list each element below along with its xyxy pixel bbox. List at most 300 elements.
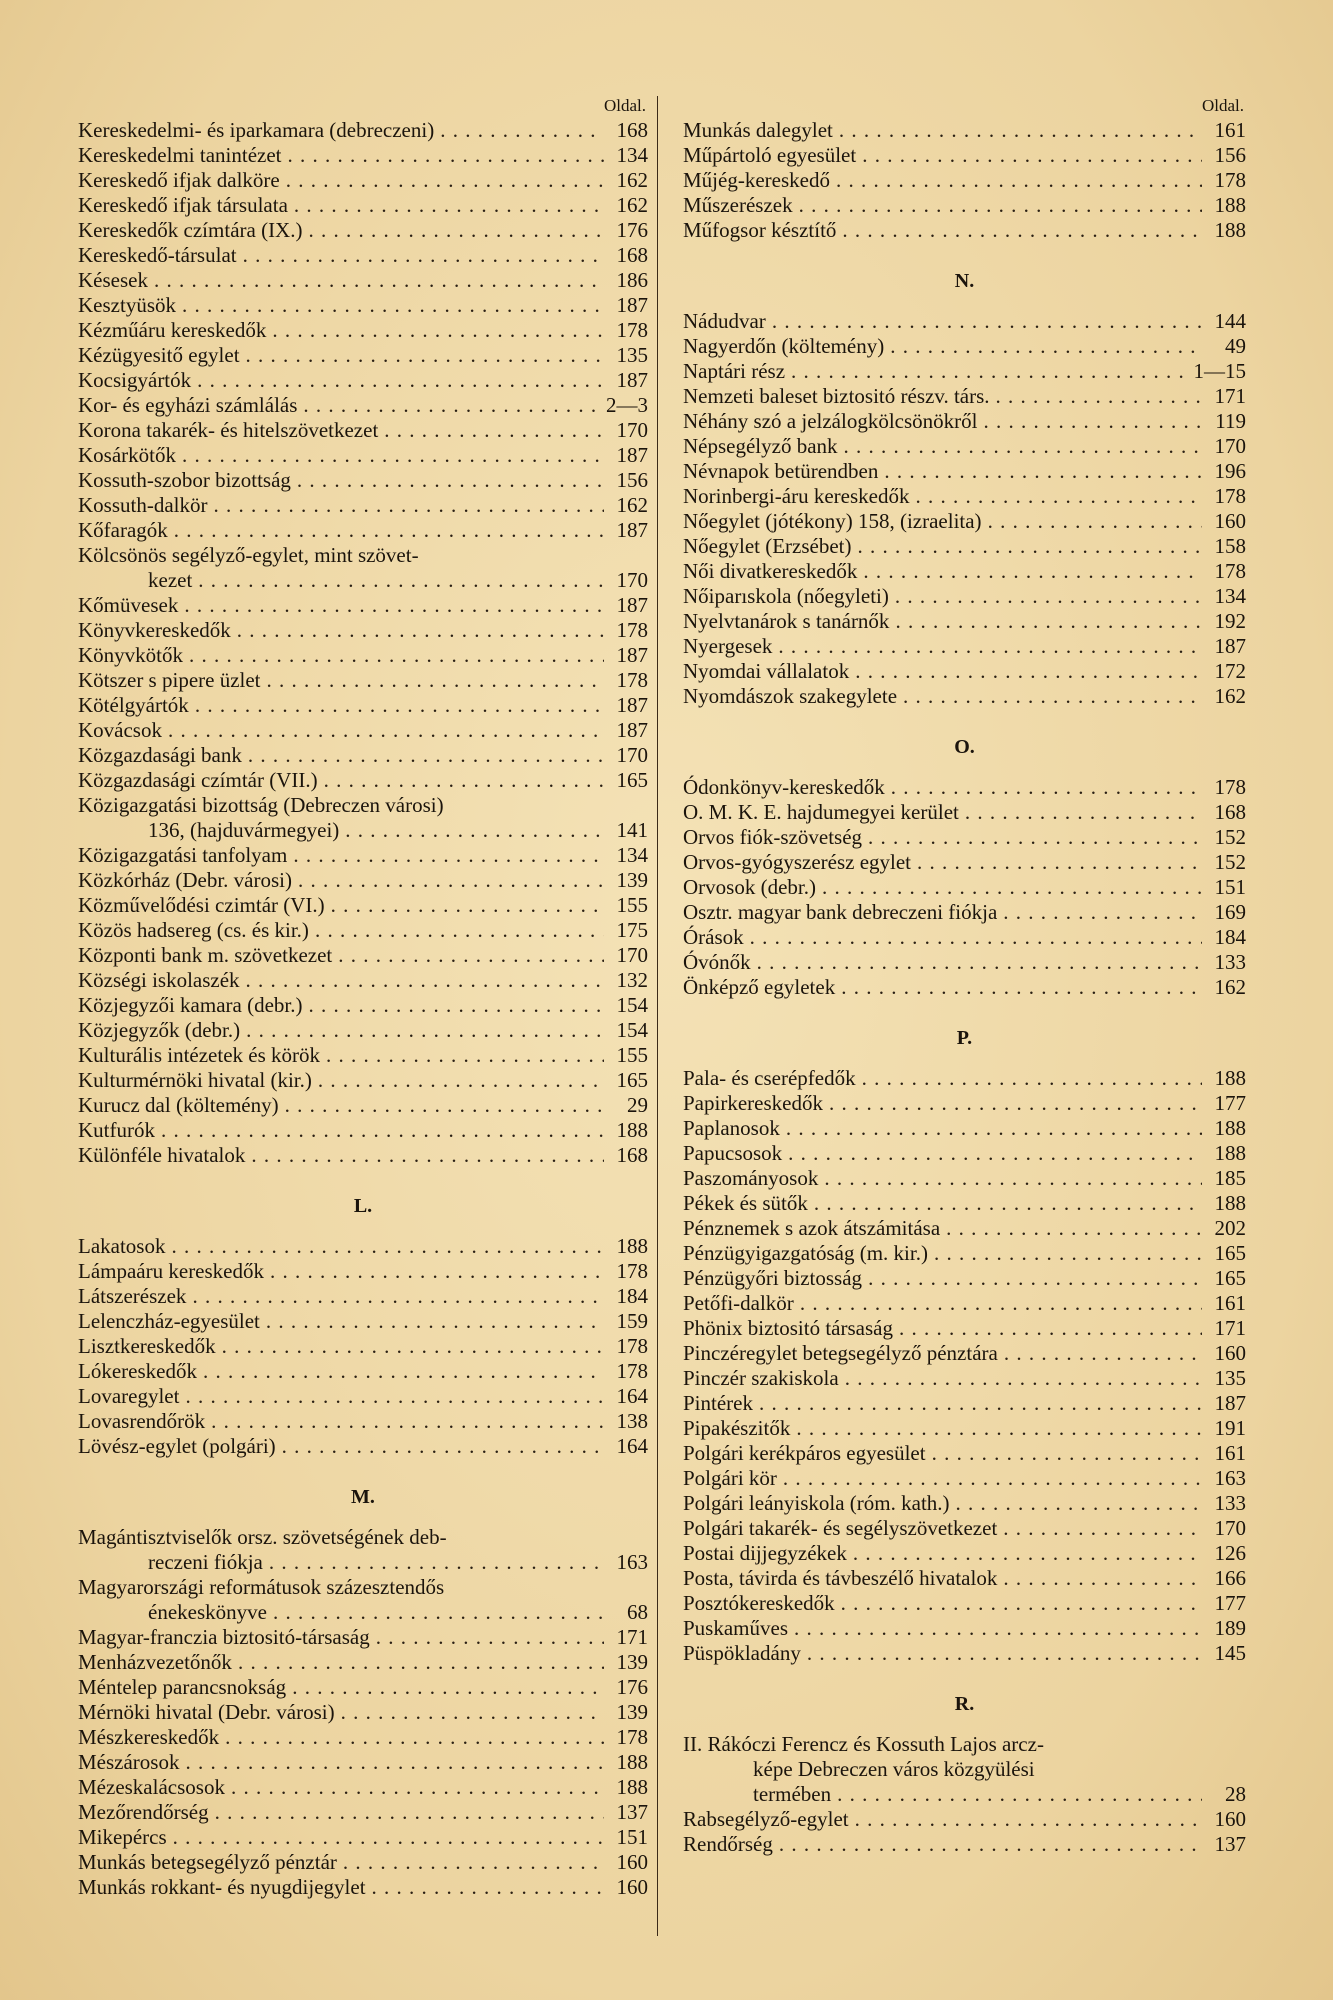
index-entry	[78, 1359, 648, 1384]
entry-label: Kulturmérnöki hivatal (kir.)	[78, 1068, 312, 1092]
leader-dots	[856, 143, 1202, 168]
entry-label: Kereskedők czímtára (IX.)	[78, 218, 303, 242]
leader-dots	[835, 975, 1202, 1000]
entry-page-number: 135	[1214, 1366, 1246, 1390]
leader-dots	[332, 943, 604, 968]
entry-page-number: 170	[616, 418, 648, 442]
leader-dots	[950, 1491, 1202, 1516]
entry-label: 136, (hajduvármegyei)	[148, 818, 340, 842]
index-entry	[683, 168, 1246, 193]
leader-dots	[168, 518, 604, 543]
entry-page-number: 185	[1214, 1166, 1246, 1190]
index-entry	[78, 1600, 648, 1625]
index-entry	[78, 593, 648, 618]
leader-dots	[231, 618, 604, 643]
entry-page-number: 188	[616, 1750, 648, 1774]
entry-page-number: 163	[1214, 1466, 1246, 1490]
entry-page-number: 160	[616, 1850, 648, 1874]
entry-label: Műszerészek	[683, 193, 793, 217]
leader-dots	[337, 1850, 604, 1875]
leader-dots	[777, 1466, 1202, 1491]
leader-dots	[179, 1750, 604, 1775]
index-entry	[683, 218, 1246, 243]
entry-label: Önképző egyletek	[683, 975, 836, 999]
index-entry	[683, 1466, 1246, 1491]
entry-page-number: 178	[616, 1359, 648, 1383]
index-entry	[683, 1241, 1246, 1266]
wrapped-entry	[78, 793, 648, 843]
index-entry	[78, 1625, 648, 1650]
leader-dots	[264, 1259, 604, 1284]
entry-page-number: 154	[616, 993, 648, 1017]
index-entry	[683, 950, 1246, 975]
index-entry	[78, 1234, 648, 1259]
m-section	[78, 1625, 648, 1900]
entry-label: Kereskedő ifjak társulata	[78, 193, 288, 217]
entry-label: Paplanosok	[683, 1116, 780, 1140]
index-entry	[78, 1725, 648, 1750]
leader-dots	[178, 593, 604, 618]
entry-page-number: 178	[1214, 168, 1246, 192]
leader-dots	[889, 584, 1202, 609]
leader-dots	[191, 368, 604, 393]
entry-page-number: 168	[616, 118, 648, 142]
entry-label: Polgári kerékpáros egyesület	[683, 1441, 926, 1465]
entry-label: Norinbergi-áru kereskedők	[683, 484, 910, 508]
leader-dots	[282, 143, 605, 168]
entry-page-number: 162	[1214, 975, 1246, 999]
leader-dots	[261, 668, 604, 693]
index-entry	[78, 193, 648, 218]
leader-dots	[773, 1832, 1202, 1857]
leader-dots	[836, 218, 1202, 243]
entry-label: Közigazgatási bizottság (Debreczen városi)	[78, 793, 444, 817]
index-entry	[78, 518, 648, 543]
entry-page-number: 165	[1214, 1266, 1246, 1290]
entry-page-number: 119	[1215, 409, 1246, 433]
index-entry	[683, 1116, 1246, 1141]
entry-page-number: 187	[1214, 634, 1246, 658]
leader-dots	[225, 1775, 604, 1800]
entry-label: Nyomdászok szakegylete	[683, 684, 898, 708]
index-entry	[78, 343, 648, 368]
entry-label: Pinczéregylet betegsegélyző pénztára	[683, 1341, 998, 1365]
index-entry	[683, 534, 1246, 559]
leader-dots	[978, 409, 1203, 434]
leader-dots	[209, 1800, 604, 1825]
entry-label: énekeskönyve	[148, 1600, 267, 1624]
entry-page-number: 133	[1214, 950, 1246, 974]
index-entry	[683, 800, 1246, 825]
leader-dots	[197, 1359, 604, 1384]
entry-page-number: 160	[1214, 1341, 1246, 1365]
entry-page-number: 176	[616, 1675, 648, 1699]
entry-label: Lövész-egylet (polgári)	[78, 1434, 276, 1458]
entry-label: Műfogsor késztítő	[683, 218, 837, 242]
entry-label: Posztókereskedők	[683, 1591, 835, 1615]
entry-page-number: 49	[1225, 334, 1246, 358]
entry-label: Nemzeti baleset biztositó részv. társ.	[683, 384, 990, 408]
leader-dots	[897, 684, 1202, 709]
leader-dots	[782, 1141, 1202, 1166]
entry-label: Óvónők	[683, 950, 751, 974]
k-section-2	[78, 593, 648, 793]
index-entry	[78, 1093, 648, 1118]
entry-label: Közös hadsereg (cs. és kir.)	[78, 918, 309, 942]
leader-dots	[862, 1266, 1202, 1291]
index-entry	[78, 1068, 648, 1093]
index-entry	[78, 493, 648, 518]
leader-dots	[309, 918, 604, 943]
entry-page-number: 177	[1214, 1091, 1246, 1115]
entry-page-number: 154	[616, 1018, 648, 1042]
leader-dots	[838, 434, 1202, 459]
entry-page-number: 139	[616, 1700, 648, 1724]
entry-label: Kesztyüsök	[78, 293, 176, 317]
index-entry	[78, 1334, 648, 1359]
index-entry	[78, 668, 648, 693]
wrapped-entry	[78, 1575, 648, 1625]
leader-dots	[835, 1591, 1202, 1616]
section-heading-r: R.	[954, 1693, 975, 1715]
entry-label: Kereskedő-társulat	[78, 243, 237, 267]
entry-label: Központi bank m. szövetkezet	[78, 943, 333, 967]
leader-dots	[790, 1416, 1202, 1441]
leader-dots	[186, 1284, 604, 1309]
entry-page-number: 178	[616, 618, 648, 642]
leader-dots	[852, 534, 1202, 559]
entry-label: Műjég-kereskedő	[683, 168, 830, 192]
entry-page-number: 191	[1214, 1416, 1246, 1440]
index-entry	[683, 1566, 1246, 1591]
index-entry	[683, 1391, 1246, 1416]
entry-label: Munkás rokkant- és nyugdijegylet	[78, 1875, 366, 1899]
index-entry	[78, 1775, 648, 1800]
entry-page-number: 156	[616, 468, 648, 492]
entry-label: Lámpaáru kereskedők	[78, 1259, 264, 1283]
leader-dots	[148, 268, 604, 293]
leader-dots	[893, 1316, 1202, 1341]
leader-dots	[286, 1675, 604, 1700]
leader-dots	[279, 1093, 604, 1118]
entry-page-number: 202	[1214, 1216, 1246, 1240]
entry-page-number: 186	[616, 268, 648, 292]
entry-page-number: 158	[1214, 534, 1246, 558]
leader-dots	[793, 193, 1202, 218]
index-entry	[78, 568, 648, 593]
index-entry	[78, 1675, 648, 1700]
index-entry	[78, 1284, 648, 1309]
k-section-3	[78, 843, 648, 1168]
index-entry	[683, 359, 1246, 384]
entry-label: Püspökladány	[683, 1641, 801, 1665]
entry-page-number: 162	[1214, 684, 1246, 708]
entry-first-line	[683, 1757, 1246, 1782]
leader-dots	[179, 1384, 604, 1409]
entry-page-number: 162	[616, 193, 648, 217]
entry-page-number: 187	[616, 693, 648, 717]
index-entry	[683, 559, 1246, 584]
entry-label: Pékek és sütők	[683, 1191, 808, 1215]
leader-dots	[232, 1650, 604, 1675]
leader-dots	[208, 493, 605, 518]
leader-dots	[830, 168, 1202, 193]
entry-label: Lelenczház-egyesület	[78, 1309, 260, 1333]
index-entry	[78, 418, 648, 443]
entry-page-number: 188	[1214, 1066, 1246, 1090]
entry-page-number: 172	[1214, 659, 1246, 683]
entry-label: Puskaműves	[683, 1616, 788, 1640]
l-section	[78, 1234, 648, 1459]
index-entry	[78, 1434, 648, 1459]
leader-dots	[831, 1782, 1202, 1807]
entry-label: Mérnöki hivatal (Debr. városi)	[78, 1700, 335, 1724]
index-entry	[683, 975, 1246, 1000]
index-entry	[78, 1650, 648, 1675]
entry-page-number: 164	[616, 1384, 648, 1408]
entry-page-number: 188	[1214, 193, 1246, 217]
leader-dots	[288, 193, 604, 218]
leader-dots	[216, 1334, 604, 1359]
entry-page-number: 188	[616, 1234, 648, 1258]
leader-dots	[263, 1550, 604, 1575]
entry-page-number: 160	[1214, 1807, 1246, 1831]
entry-page-number: 165	[616, 1068, 648, 1092]
leader-dots	[856, 1066, 1202, 1091]
entry-page-number: 187	[1214, 1391, 1246, 1415]
entry-label: Postai dijjegyzékek	[683, 1541, 847, 1565]
index-entry	[683, 1141, 1246, 1166]
leader-dots	[753, 1391, 1202, 1416]
entry-first-line	[78, 1575, 648, 1600]
leader-dots	[162, 718, 604, 743]
index-entry	[78, 1750, 648, 1775]
index-entry	[78, 643, 648, 668]
entry-page-number: 134	[616, 843, 648, 867]
entry-page-number: 187	[616, 368, 648, 392]
entry-label: Ódonkönyv-kereskedők	[683, 775, 885, 799]
index-entry	[78, 468, 648, 493]
leader-dots	[183, 643, 604, 668]
entry-label: Lovaregylet	[78, 1384, 180, 1408]
entry-page-number: 178	[616, 668, 648, 692]
index-entry	[683, 850, 1246, 875]
entry-page-number: 139	[616, 868, 648, 892]
leader-dots	[857, 559, 1202, 584]
index-entry	[683, 825, 1246, 850]
index-entry	[683, 143, 1246, 168]
index-entry	[683, 309, 1246, 334]
entry-page-number: 163	[616, 1550, 648, 1574]
leader-dots	[909, 484, 1202, 509]
index-entry	[78, 443, 648, 468]
leader-dots	[291, 468, 604, 493]
entry-page-number: 171	[616, 1625, 648, 1649]
index-entry	[683, 193, 1246, 218]
entry-label: Nagyerdőn (költemény)	[683, 334, 885, 358]
entry-label: Phönix biztositó társaság	[683, 1316, 893, 1340]
leader-dots	[911, 850, 1202, 875]
leader-dots	[788, 1616, 1202, 1641]
entry-label: Kosárkötők	[78, 443, 176, 467]
entry-label: Munkás betegsegélyző pénztár	[78, 1850, 337, 1874]
entry-page-number: 28	[1225, 1782, 1246, 1806]
index-entry	[683, 409, 1246, 434]
index-entry	[683, 118, 1246, 143]
entry-label: Néhány szó a jelzálogkölcsönökről	[683, 409, 978, 433]
entry-label: Műpártoló egyesület	[683, 143, 857, 167]
entry-page-number: 187	[616, 293, 648, 317]
leader-dots	[766, 309, 1202, 334]
leader-dots	[267, 1600, 604, 1625]
leader-dots	[366, 1875, 604, 1900]
entry-label: Naptári rész	[683, 359, 786, 383]
leader-dots	[847, 1541, 1202, 1566]
index-entry	[78, 168, 648, 193]
leader-dots	[302, 218, 604, 243]
entry-label: Mezőrendőrség	[78, 1800, 209, 1824]
leader-dots	[297, 393, 602, 418]
entry-label: Névnapok betürendben	[683, 459, 879, 483]
index-entry	[683, 509, 1246, 534]
entry-page-number: 178	[616, 1725, 648, 1749]
section-heading-o: O.	[954, 736, 975, 758]
entry-page-number: 165	[616, 768, 648, 792]
index-entry	[78, 293, 648, 318]
leader-dots	[155, 1118, 604, 1143]
entry-page-number: 168	[616, 243, 648, 267]
entry-page-number: 188	[1214, 1116, 1246, 1140]
entry-page-number: 178	[616, 318, 648, 342]
entry-page-number: 141	[616, 818, 648, 842]
entry-label: Mészárosok	[78, 1750, 180, 1774]
index-entry	[78, 1825, 648, 1850]
leader-dots	[260, 1309, 604, 1334]
entry-label: Kulturális intézetek és körök	[78, 1043, 321, 1067]
index-entry	[78, 1875, 648, 1900]
index-entry	[683, 875, 1246, 900]
entry-page-number: 177	[1214, 1591, 1246, 1615]
index-entry	[683, 1832, 1246, 1857]
entry-page-number: 161	[1214, 118, 1246, 142]
entry-label: Kutfurók	[78, 1118, 155, 1142]
leader-dots	[240, 343, 604, 368]
entry-page-number: 187	[616, 643, 648, 667]
o-section	[683, 775, 1246, 1000]
index-entry	[683, 775, 1246, 800]
leader-dots	[165, 1234, 604, 1259]
entry-page-number: 170	[1214, 1516, 1246, 1540]
leader-dots	[205, 1409, 604, 1434]
index-entry	[683, 900, 1246, 925]
wrapped-entry	[78, 543, 648, 593]
entry-label: Lakatosok	[78, 1234, 166, 1258]
entry-page-number: 188	[1214, 1191, 1246, 1215]
entry-label: Orvosok (debr.)	[683, 875, 816, 899]
entry-label: Magyarországi reformátusok százesztendős	[78, 1575, 445, 1599]
entry-page-number: 156	[1214, 143, 1246, 167]
index-entry	[683, 1166, 1246, 1191]
entry-label: Késesek	[78, 268, 148, 292]
leader-dots	[312, 1068, 604, 1093]
index-entry	[683, 434, 1246, 459]
leader-dots	[772, 634, 1202, 659]
leader-dots	[823, 1091, 1202, 1116]
index-entry	[683, 634, 1246, 659]
index-entry	[78, 393, 648, 418]
entry-label: Kötszer s pipere üzlet	[78, 668, 261, 692]
index-entry	[78, 368, 648, 393]
entry-page-number: 165	[1214, 1241, 1246, 1265]
leader-dots	[245, 1143, 604, 1168]
index-entry	[78, 843, 648, 868]
index-entry	[683, 1616, 1246, 1641]
entry-label: Könyvkötők	[78, 643, 183, 667]
entry-label: Pintérek	[683, 1391, 753, 1415]
leader-dots	[302, 993, 604, 1018]
entry-page-number: 126	[1214, 1541, 1246, 1565]
leader-dots	[176, 293, 604, 318]
entry-label: Kereskedelmi- és iparkamara (debreczeni)	[78, 118, 435, 142]
entry-page-number: 170	[616, 943, 648, 967]
entry-first-line	[78, 1525, 648, 1550]
leader-dots	[818, 1166, 1202, 1191]
leader-dots	[292, 868, 604, 893]
k-section	[78, 118, 648, 543]
entry-page-number: 178	[1214, 484, 1246, 508]
index-entry	[78, 1850, 648, 1875]
leader-dots	[280, 168, 604, 193]
leader-dots	[240, 1018, 604, 1043]
index-entry	[683, 1366, 1246, 1391]
entry-label: Közkórház (Debr. városi)	[78, 868, 292, 892]
entry-label: Posta, távirda és távbeszélő hivatalok	[683, 1566, 998, 1590]
entry-label: Könyvkereskedők	[78, 618, 231, 642]
entry-page-number: 134	[1214, 584, 1246, 608]
entry-page-number: 152	[1214, 850, 1246, 874]
entry-label: Magántisztviselők orsz. szövetségének deb-	[78, 1525, 447, 1549]
index-entry	[78, 1384, 648, 1409]
entry-page-number: 188	[616, 1775, 648, 1799]
index-entry	[78, 1800, 648, 1825]
leader-dots	[287, 843, 604, 868]
leader-dots	[434, 118, 604, 143]
index-entry	[683, 1441, 1246, 1466]
leader-dots	[378, 418, 604, 443]
index-entry	[683, 609, 1246, 634]
leader-dots	[849, 1807, 1202, 1832]
index-entry	[78, 993, 648, 1018]
entry-first-line	[683, 1732, 1246, 1757]
leader-dots	[878, 459, 1202, 484]
index-entry	[78, 218, 648, 243]
leader-dots	[990, 384, 1202, 409]
entry-page-number: 188	[1214, 1141, 1246, 1165]
index-entry	[683, 1591, 1246, 1616]
entry-page-number: 178	[1214, 775, 1246, 799]
entry-label: Közművelődési czimtár (VI.)	[78, 893, 325, 917]
index-entry	[683, 925, 1246, 950]
entry-page-number: 135	[616, 343, 648, 367]
leader-dots	[816, 875, 1202, 900]
leader-dots	[997, 900, 1202, 925]
index-entry	[683, 1091, 1246, 1116]
entry-page-number: 162	[616, 493, 648, 517]
entry-label: Népsegélyző bank	[683, 434, 838, 458]
index-entry	[683, 1266, 1246, 1291]
entry-page-number: 151	[616, 1825, 648, 1849]
entry-label: Polgári leányiskola (róm. kath.)	[683, 1491, 950, 1515]
